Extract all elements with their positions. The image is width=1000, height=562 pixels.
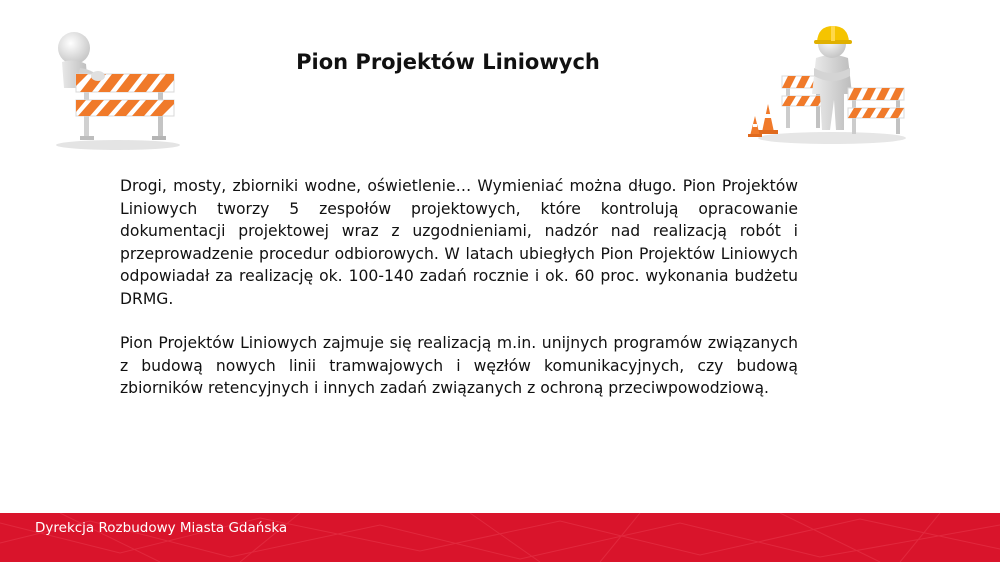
page-title: Pion Projektów Liniowych [296,50,600,74]
paragraph-programs: Pion Projektów Liniowych zajmuje się realizacją m.in. unijnych programów związanych z budową nowych linii tramwajowych i węzłów komunikacyjnych, czy budową zbiorników retencyjnych i innych zadań związanych z ochroną przeciwpowodziową. [120,334,798,397]
footer-organization: Dyrekcja Rozbudowy Miasta Gdańska [35,520,288,536]
construction-figure-barrier-icon [40,22,185,152]
body-text [120,175,798,422]
paragraph-intro: Drogi, mosty, zbiorniki wodne, oświetlenie… Wymieniać można długo. Pion Projektów Liniowych tworzy 5 zespołów projektowych, które kontrolują opracowanie dokumentacji projektowej wraz z uzgodnieniami, nadzór nad realizacją robót i przeprowadzenie procedur odbiorowych. W latach ubiegłych Pion Projektów Liniowych odpowiadał za realizację ok. 100-140 zadań rocznie i ok. 60 proc. wykonania budżetu DRMG. [120,177,798,308]
worker-hardhat-barriers-cones-icon [748,20,910,148]
footer-bar [0,513,1000,562]
